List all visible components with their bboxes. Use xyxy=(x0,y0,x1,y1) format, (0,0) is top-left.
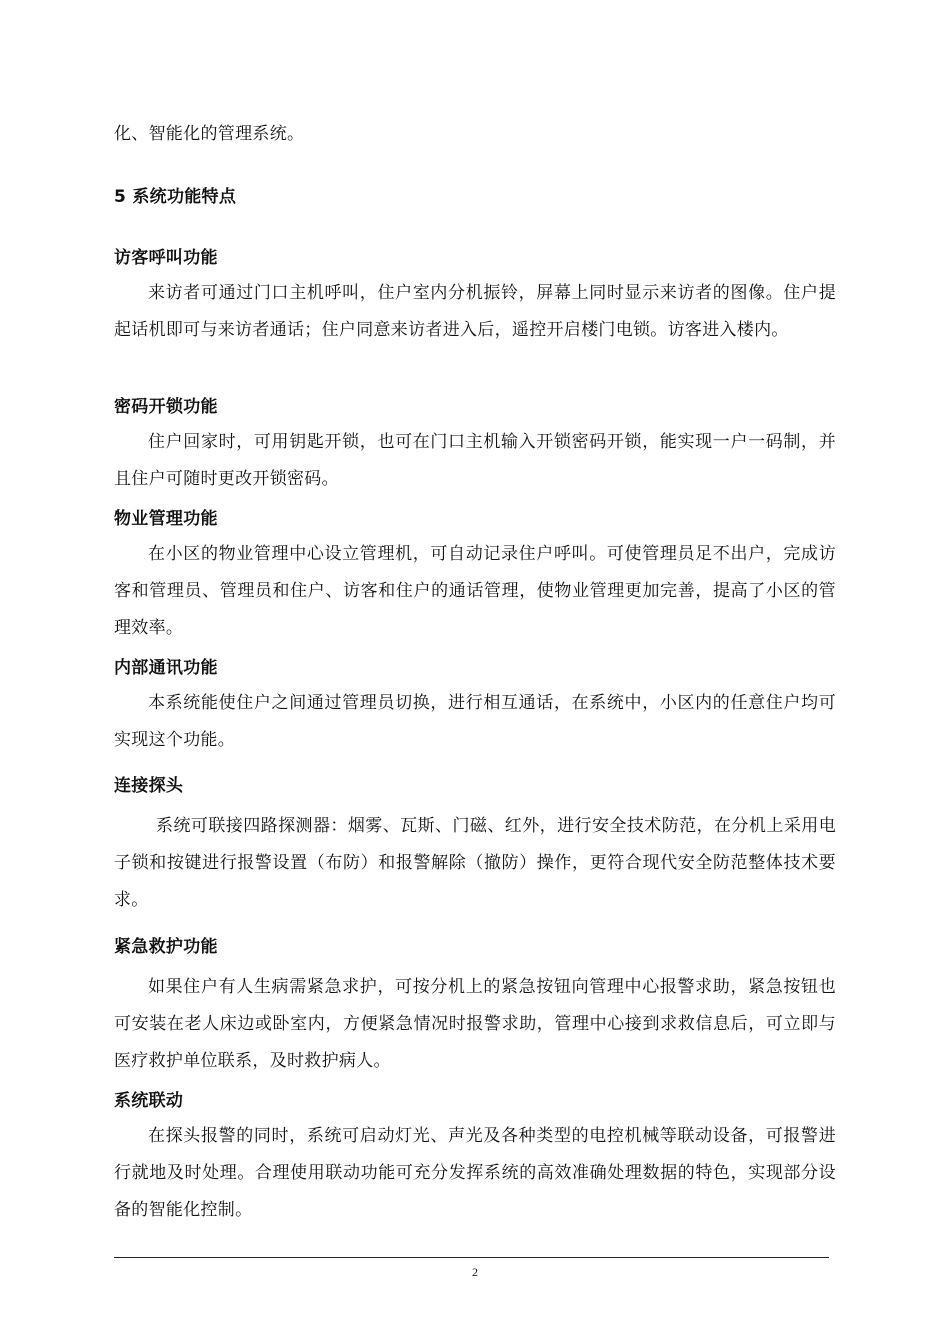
continuation-text: 化、智能化的管理系统。 xyxy=(114,124,305,144)
section-title: 5 系统功能特点 xyxy=(114,187,237,207)
subheading-password-unlock: 密码开锁功能 xyxy=(114,397,218,417)
paragraph-password-unlock: 住户回家时，可用钥匙开锁，也可在门口主机输入开锁密码开锁，能实现一户一码制，并且住户可随时更改开锁密码。 xyxy=(114,432,836,489)
subheading-linkage: 系统联动 xyxy=(114,1091,184,1111)
footer-divider xyxy=(114,1257,829,1258)
subheading-detectors: 连接探头 xyxy=(114,776,184,796)
paragraph-visitor-call: 来访者可通过门口主机呼叫，住户室内分机振铃，屏幕上同时显示来访者的图像。住户提起话机即可与来访者通话；住户同意来访者进入后，遥控开启楼门电锁。访客进入楼内。 xyxy=(114,283,836,340)
paragraph-emergency: 如果住户有人生病需紧急求护，可按分机上的紧急按钮向管理中心报警求助，紧急按钮也可安装在老人床边或卧室内，方便紧急情况时报警求助，管理中心接到求救信息后，可立即与医疗救护单位联系，及时救护病人。 xyxy=(114,977,836,1071)
paragraph-property-management: 在小区的物业管理中心设立管理机，可自动记录住户呼叫。可使管理员足不出户，完成访客和管理员、管理员和住户、访客和住户的通话管理，使物业管理更加完善，提高了小区的管理效率。 xyxy=(114,544,836,638)
subheading-emergency: 紧急救护功能 xyxy=(114,937,218,957)
paragraph-intercom: 本系统能使住户之间通过管理员切换，进行相互通话，在系统中，小区内的任意住户均可实现这个功能。 xyxy=(114,693,836,750)
subheading-visitor-call: 访客呼叫功能 xyxy=(114,248,218,268)
page-number: 2 xyxy=(472,1265,478,1279)
subheading-intercom: 内部通讯功能 xyxy=(114,658,218,678)
subheading-property-management: 物业管理功能 xyxy=(114,509,218,529)
paragraph-detectors: 系统可联接四路探测器：烟雾、瓦斯、门磁、红外，进行安全技术防范，在分机上采用电子锁和按键进行报警设置（布防）和报警解除（撤防）操作，更符合现代安全防范整体技术要求。 xyxy=(114,816,836,910)
paragraph-linkage: 在探头报警的同时，系统可启动灯光、声光及各种类型的电控机械等联动设备，可报警进行就地及时处理。合理使用联动功能可充分发挥系统的高效准确处理数据的特色，实现部分设备的智能化控制。 xyxy=(114,1126,836,1220)
